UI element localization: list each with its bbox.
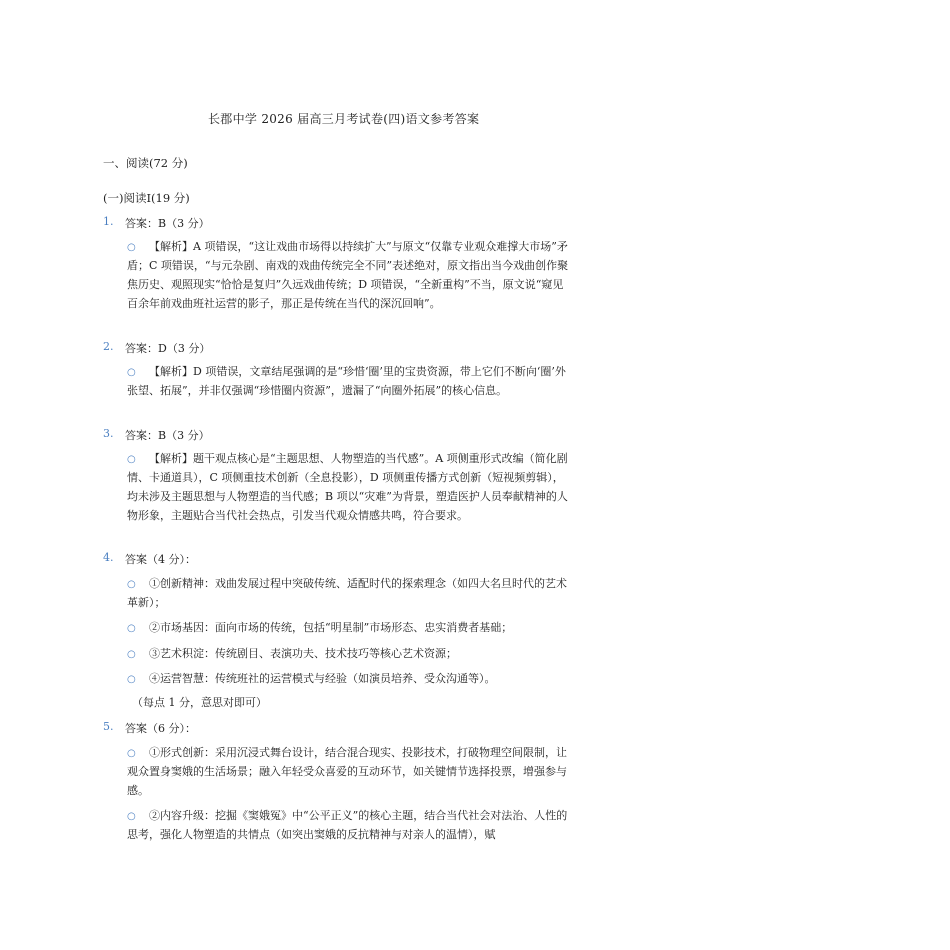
- hollow-circle-icon: ○: [127, 748, 136, 759]
- scoring-note: （每点 1 分，意思对即可）: [132, 696, 267, 709]
- list-item: ④运营智慧：传统班社的运营模式与经验（如演员培养、受众沟通等）。: [149, 672, 496, 685]
- list-item: ②市场基因：面向市场的传统，包括“明星制”市场形态、忠实消费者基础；: [149, 621, 513, 634]
- item-number: 5.: [103, 720, 114, 733]
- list-item: ②内容升级：挖掘《窦娥冤》中“公平正义”的核心主题，结合当代社会对法治、人性的思考，强化人物塑造的共情点（如突出窦娥的反抗精神与对亲人的温情），赋: [127, 809, 568, 841]
- item-number: 4.: [103, 551, 114, 564]
- item-answer: 答案（4 分）：: [125, 553, 196, 566]
- list-item: ①创新精神：戏曲发展过程中突破传统、适配时代的探索理念（如四大名旦时代的艺术革新）；: [127, 577, 567, 609]
- hollow-circle-icon: ○: [127, 811, 136, 822]
- hollow-circle-icon: ○: [127, 367, 136, 378]
- hollow-circle-icon: ○: [127, 579, 136, 590]
- analysis-paragraph: 【解析】A 项错误，“这让戏曲市场得以持续扩大”与原文“仅靠专业观众难撑大市场”矛盾；C 项错误，“与元杂剧、南戏的戏曲传统完全不同”表述绝对，原文指出当今戏曲创作聚焦历史、观照现实“恰恰是复归”久远戏曲传统；D 项错误，“全新重构”不当，原文说“窥见百余年前戏曲班社运营的影子，那正是传统在当代的深沉回响”。: [127, 240, 569, 310]
- hollow-circle-icon: ○: [127, 623, 136, 634]
- document-title: 长郡中学 2026 届高三月考试卷(四)语文参考答案: [208, 112, 480, 126]
- hollow-circle-icon: ○: [127, 454, 136, 465]
- item-number: 1.: [103, 215, 114, 228]
- item-answer: 答案（6 分）：: [125, 722, 196, 735]
- section-heading: 一、阅读(72 分): [103, 156, 188, 170]
- item-answer: 答案：B（3 分）: [125, 217, 210, 230]
- hollow-circle-icon: ○: [127, 649, 136, 660]
- item-answer: 答案：B（3 分）: [125, 429, 210, 442]
- analysis-paragraph: 【解析】题干观点核心是“主题思想、人物塑造的当代感”。A 项侧重形式改编（简化剧情、卡通道具），C 项侧重技术创新（全息投影），D 项侧重传播方式创新（短视频剪辑），均未涉及主题思想与人物塑造的当代感；B 项以“灾难”为背景，塑造医护人员奉献精神的人物形象，主题贴合当代社会热点，引发当代观众情感共鸣，符合要求。: [127, 452, 568, 522]
- analysis-paragraph: 【解析】D 项错误，文章结尾强调的是“珍惜‘圈’里的宝贵资源，带上它们不断向‘圈’外张望、拓展”，并非仅强调“珍惜圈内资源”，遗漏了“向圈外拓展”的核心信息。: [127, 365, 566, 397]
- list-item: ①形式创新：采用沉浸式舞台设计，结合混合现实、投影技术，打破物理空间限制，让观众置身窦娥的生活场景；融入年轻受众喜爱的互动环节，如关键情节选择投票，增强参与感。: [127, 746, 567, 797]
- item-number: 2.: [103, 340, 114, 353]
- item-number: 3.: [103, 427, 114, 440]
- item-answer: 答案：D（3 分）: [125, 342, 211, 355]
- hollow-circle-icon: ○: [127, 674, 136, 685]
- list-item: ③艺术积淀：传统剧目、表演功夫、技术技巧等核心艺术资源；: [149, 647, 457, 660]
- hollow-circle-icon: ○: [127, 242, 136, 253]
- subsection-heading: (一)阅读Ⅰ(19 分): [103, 191, 190, 205]
